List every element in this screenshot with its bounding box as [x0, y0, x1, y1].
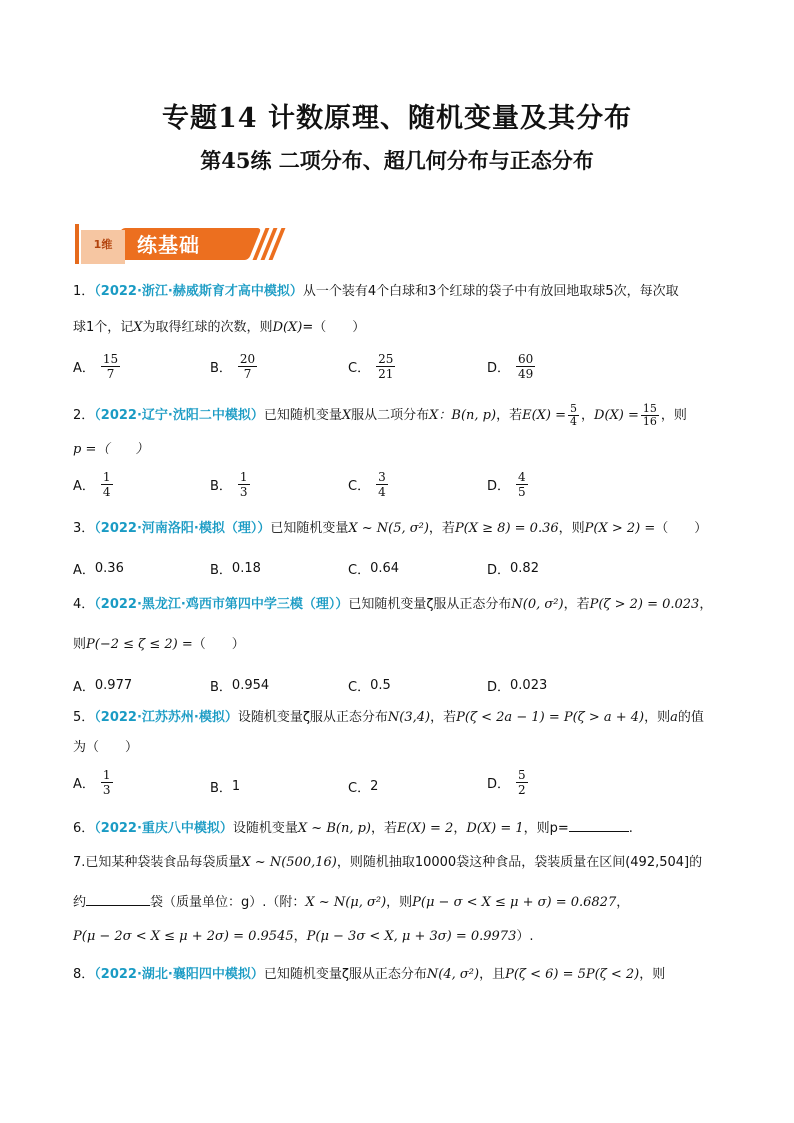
- q1-source: （2022·浙江·赫威斯育才高中模拟）: [94, 284, 303, 299]
- q1-line2: [73, 320, 365, 336]
- q8-source: （2022·湖北·襄阳四中模拟）: [94, 967, 264, 982]
- q5-line2: 为（ ）: [73, 740, 139, 755]
- q4-option-d: D． 0.023: [487, 678, 548, 695]
- q1-option-a: A． $\frac{15}{7}$: [73, 352, 119, 381]
- q2-line2: p =（ ）: [73, 442, 149, 457]
- section-accent-bar: [75, 224, 79, 264]
- q2-option-b: B． $\frac{1}{3}$: [210, 470, 248, 499]
- section-header: [75, 224, 265, 264]
- q2-option-a: A． $\frac{1}{4}$: [73, 470, 111, 499]
- section-stripes-decoration: [253, 228, 283, 260]
- q5-option-d: D． $\frac{5}{2}$: [487, 768, 526, 797]
- q5-option-c: C． 2: [348, 779, 379, 796]
- q3-line1: 3．（2022·河南洛阳·模拟（理））已知随机变量X ~ N(5, σ²)，若P(X ≥ 8) = 0.36，则P(X > 2) =（ ）: [73, 521, 708, 536]
- q6-answer-blank[interactable]: [569, 819, 629, 832]
- q7-line3: P(μ − 2σ < X ≤ μ + 2σ) = 0.9545，P(μ − 3σ < X, μ + 3σ) = 0.9973）.: [73, 929, 534, 944]
- q1-option-b: B． $\frac{20}{7}$: [210, 352, 256, 381]
- q6-line1: 6．（2022·重庆八中模拟）设随机变量X ~ B(n, p)，若E(X) = 2，D(X) = 1，则p= .: [73, 821, 633, 836]
- q1-expr: D(X): [272, 320, 303, 335]
- q4-source: （2022·黑龙江·鸡西市第四中学三模（理））: [94, 597, 349, 612]
- q2-source: （2022·辽宁·沈阳二中模拟）: [94, 408, 264, 423]
- q4-line2: 则P(−2 ≤ ζ ≤ 2) =（ ）: [73, 637, 245, 652]
- q1-number: 1．: [73, 284, 95, 299]
- q1-tail: =（ ）: [302, 320, 366, 335]
- q3-option-b: B． 0.18: [210, 561, 261, 578]
- q4-option-a: A． 0.977: [73, 678, 133, 695]
- q1-text: 从一个装有4个白球和3个红球的袋子中有放回地取球5次，每次取: [302, 284, 679, 299]
- q4-option-b: B． 0.954: [210, 678, 270, 695]
- q5-line1: 5．（2022·江苏苏州·模拟）设随机变量ζ服从正态分布N(3,4)，若P(ζ < 2a − 1) = P(ζ > a + 4)，则a的值: [73, 710, 704, 725]
- page-title: 专题14 计数原理、随机变量及其分布: [162, 103, 632, 134]
- page-subtitle: 第45练 二项分布、超几何分布与正态分布: [200, 148, 594, 173]
- q2-option-d: D． $\frac{4}{5}$: [487, 470, 526, 499]
- q3-source: （2022·河南洛阳·模拟（理））: [94, 521, 271, 536]
- q5-source: （2022·江苏苏州·模拟）: [94, 710, 238, 725]
- section-tag: 1维: [81, 230, 125, 264]
- q2-line1: 2．（2022·辽宁·沈阳二中模拟）已知随机变量X服从二项分布X：B(n, p)，若E(X) = $\frac{5}{4}$ ，D(X) = $\frac{15}{16}$ ，则: [73, 402, 687, 428]
- q1-line1: [73, 284, 679, 300]
- q1-option-d: D． $\frac{60}{49}$: [487, 352, 534, 381]
- q3-option-a: A． 0.36: [73, 561, 124, 578]
- q4-option-c: C． 0.5: [348, 678, 391, 695]
- q3-option-c: C． 0.64: [348, 561, 400, 578]
- q2-option-c: C． $\frac{3}{4}$: [348, 470, 386, 499]
- q1-option-c: C． $\frac{25}{21}$: [348, 352, 394, 381]
- q1-text3: 为取得红球的次数，则: [142, 320, 273, 335]
- q8-line1: 8．（2022·湖北·襄阳四中模拟）已知随机变量ζ服从正态分布N(4, σ²)，且P(ζ < 6) = 5P(ζ < 2)，则: [73, 967, 666, 982]
- q7-answer-blank[interactable]: [86, 893, 150, 906]
- q7-line2: 约 袋（质量单位：g）.（附：X ~ N(μ, σ²)，则P(μ − σ < X ≤ μ + σ) = 0.6827，: [73, 895, 630, 910]
- q6-source: （2022·重庆八中模拟）: [94, 821, 233, 836]
- q1-text2: 球1个，记: [73, 320, 134, 335]
- q5-option-b: B． 1: [210, 779, 241, 796]
- section-label: 练基础: [137, 233, 200, 257]
- q4-line1: 4．（2022·黑龙江·鸡西市第四中学三模（理））已知随机变量ζ服从正态分布N(0, σ²)，若P(ζ > 2) = 0.023，: [73, 597, 713, 612]
- q3-option-d: D． 0.82: [487, 561, 539, 578]
- q5-option-a: A． $\frac{1}{3}$: [73, 768, 111, 797]
- q1-var: X: [133, 320, 143, 335]
- q7-line1: 7.已知某种袋装食品每袋质量X ~ N(500,16)，则随机抽取10000袋这种食品，袋装质量在区间(492,504]的: [73, 855, 703, 870]
